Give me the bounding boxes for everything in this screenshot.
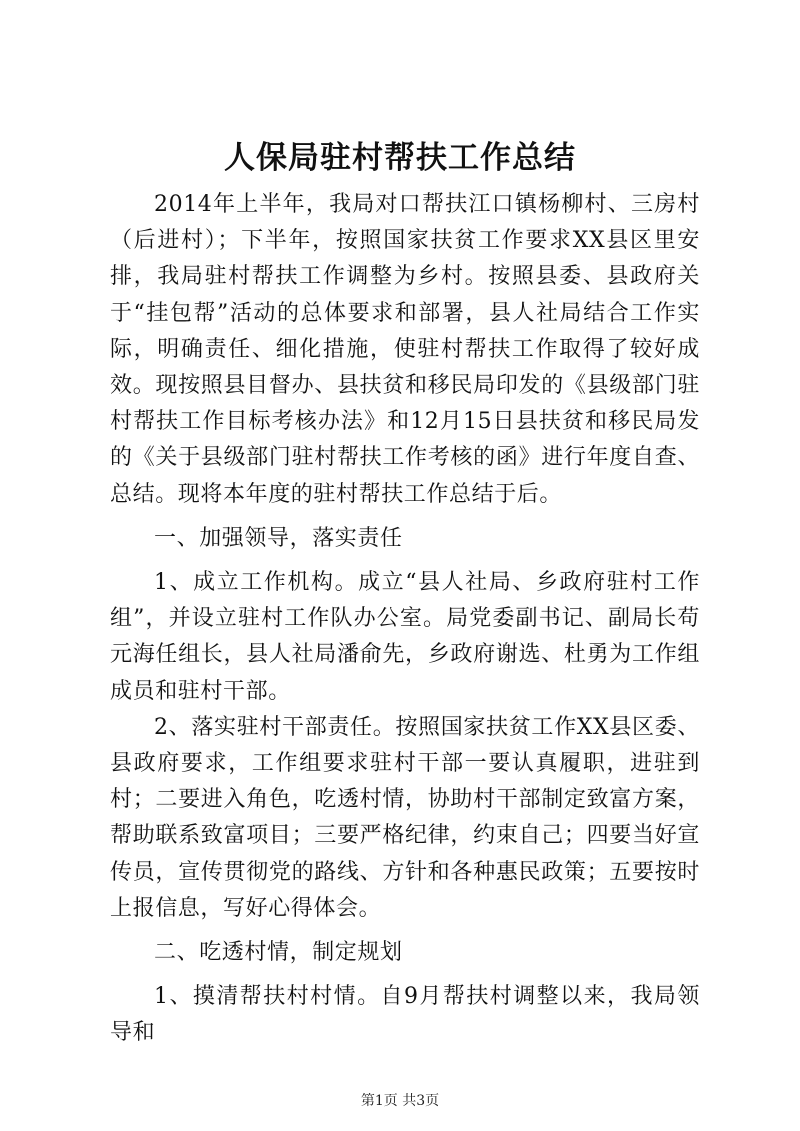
paragraph-1-2: 2、落实驻村干部责任。按照国家扶贫工作XX县区委、县政府要求，工作组要求驻村干部一要认真履职，进驻到村；二要进入角色，吃透村情，协助村干部制定致富方案，帮助联系致富项目；三要严格纪律，约束自己；四要当好宣传员，宣传贯彻党的路线、方针和各种惠民政策；五要按时上报信息，写好心得体会。 bbox=[110, 714, 700, 921]
paragraph-intro: 2014年上半年，我局对口帮扶江口镇杨柳村、三房村（后进村）；下半年，按照国家扶贫工作要求XX县区里安排，我局驻村帮扶工作调整为乡村。按照县委、县政府关于“挂包帮”活动的总体要求和部署，县人社局结合工作实际，明确责任、细化措施，使驻村帮扶工作取得了较好成效。现按照县目督办、县扶贫和移民局印发的《县级部门驻村帮扶工作目标考核办法》和12月15日县扶贫和移民局发的《关于县级部门驻村帮扶工作考核的函》进行年度自查、总结。现将本年度的驻村帮扶工作总结于后。 bbox=[110, 192, 700, 507]
paragraph-1-1: 1、成立工作机构。成立“县人社局、乡政府驻村工作组”，并设立驻村工作队办公室。局党委副书记、副局长苟元海任组长，县人社局潘俞先，乡政府谢选、杜勇为工作组成员和驻村干部。 bbox=[110, 570, 700, 704]
paragraph-2-1: 1、摸清帮扶村村情。自9月帮扶村调整以来，我局领导和 bbox=[110, 984, 700, 1046]
section-heading-2: 二、吃透村情，制定规划 bbox=[154, 940, 403, 966]
page-number-footer: 第1页 共3页 bbox=[360, 1093, 440, 1109]
document-title: 人保局驻村帮扶工作总结 bbox=[224, 140, 576, 176]
section-heading-1: 一、加强领导，落实责任 bbox=[154, 525, 403, 551]
document-body bbox=[110, 187, 700, 1052]
